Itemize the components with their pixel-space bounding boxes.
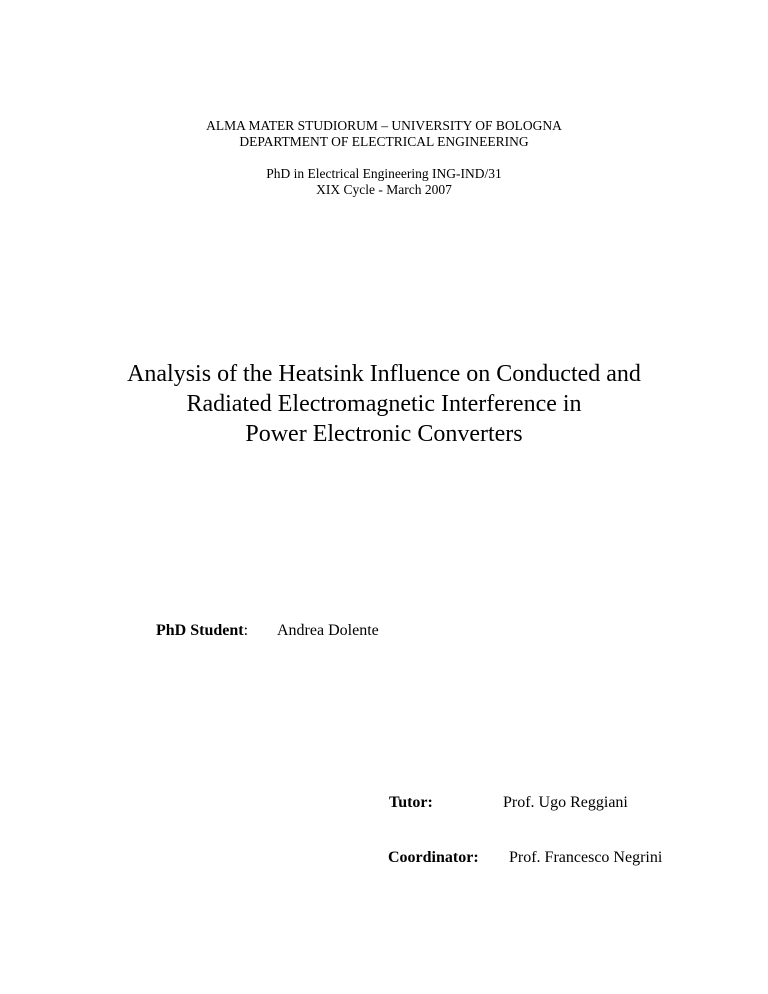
tutor-name: Prof. Ugo Reggiani [503,794,628,811]
student-label-colon: : [243,622,249,639]
student-label: PhD Student [156,622,244,639]
student-row [156,621,248,641]
coordinator-label: Coordinator: [388,849,479,866]
coordinator-name: Prof. Francesco Negrini [509,849,663,866]
cycle-info: XIX Cycle - March 2007 [316,182,452,197]
program-name: PhD in Electrical Engineering ING-IND/31 [266,166,502,181]
tutor-label: Tutor: [389,794,433,811]
thesis-title-line-1: Analysis of the Heatsink Influence on Conducted and [127,361,641,387]
university-name: ALMA MATER STUDIORUM – UNIVERSITY OF BOLOGNA [206,118,562,133]
thesis-title-line-2: Radiated Electromagnetic Interference in [186,391,582,417]
department-name: DEPARTMENT OF ELECTRICAL ENGINEERING [239,134,529,149]
student-name: Andrea Dolente [277,622,379,639]
thesis-title-line-3: Power Electronic Converters [245,421,523,447]
